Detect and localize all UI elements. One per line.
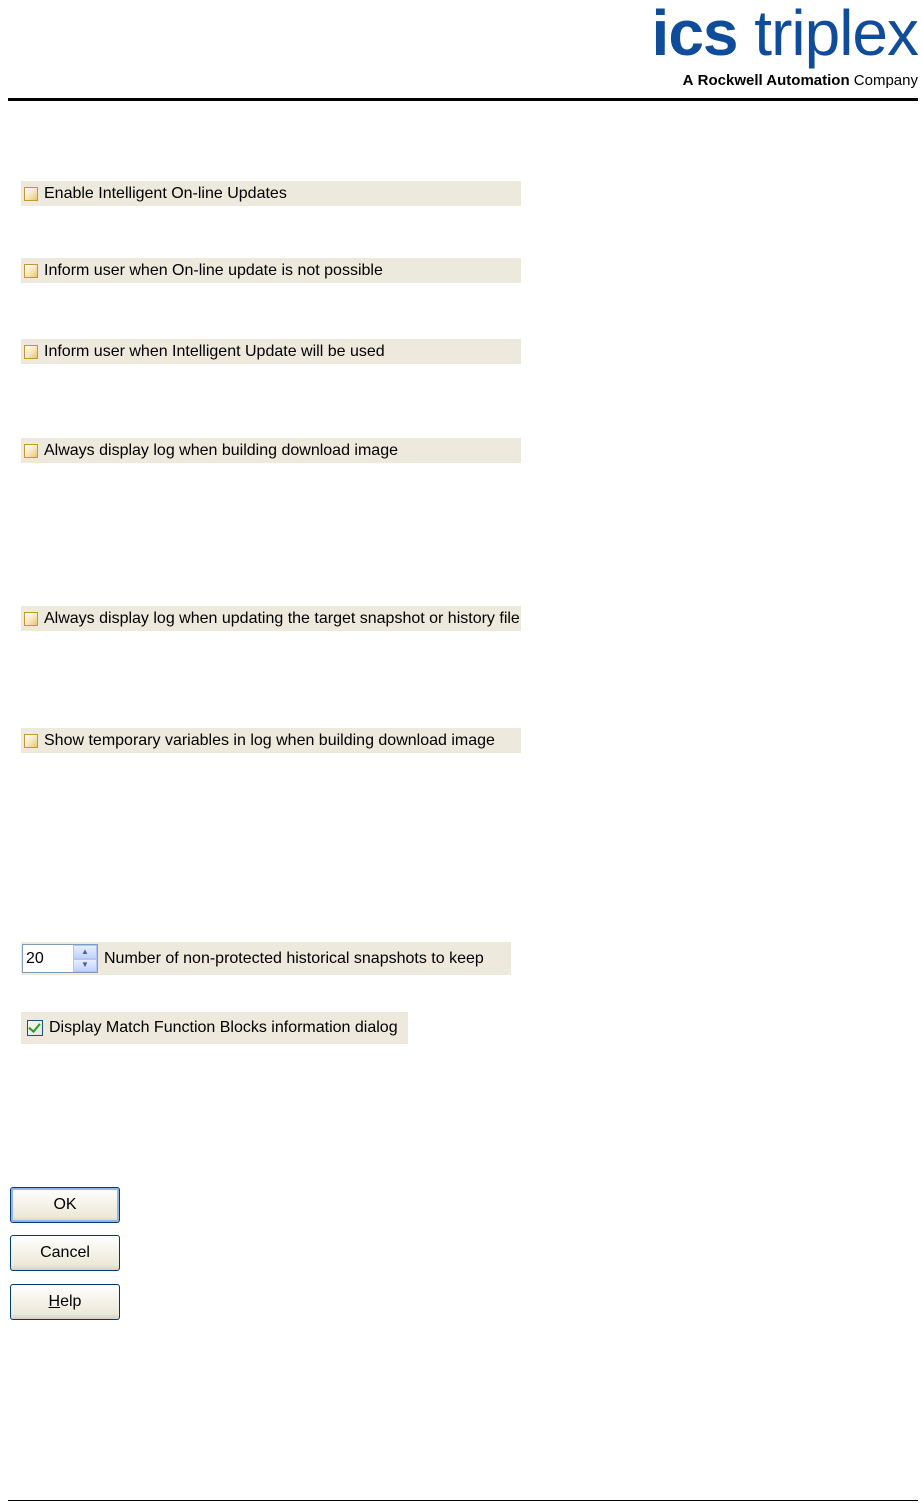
- checkbox-icon[interactable]: [24, 734, 38, 748]
- checkbox-icon[interactable]: [24, 187, 38, 201]
- checkbox-icon[interactable]: [24, 612, 38, 626]
- header-divider: [8, 98, 918, 101]
- checkbox-icon[interactable]: [24, 345, 38, 359]
- snapshots-setting: [21, 942, 511, 975]
- option-enable-intelligent-updates[interactable]: [21, 181, 521, 206]
- spinner-buttons: [73, 945, 97, 972]
- checkbox-icon[interactable]: [24, 264, 38, 278]
- option-display-match-dialog[interactable]: [21, 1012, 408, 1044]
- ok-button[interactable]: OK: [10, 1187, 120, 1223]
- spin-down-icon[interactable]: ▼: [73, 959, 97, 973]
- spin-up-icon[interactable]: ▲: [73, 945, 97, 959]
- option-label: Show temporary variables in log when building download image: [44, 731, 495, 749]
- logo-secondary-text: triplex: [754, 0, 918, 69]
- tagline-prefix: A: [682, 72, 694, 89]
- option-label: Enable Intelligent On-line Updates: [44, 184, 287, 202]
- footer-divider: [8, 1500, 918, 1501]
- logo-tagline: [683, 72, 918, 90]
- tagline-bold: Rockwell Automation: [697, 72, 850, 89]
- cancel-button[interactable]: Cancel: [10, 1235, 120, 1271]
- help-label-rest: elp: [60, 1293, 82, 1310]
- help-mnemonic: H: [48, 1293, 61, 1310]
- option-label: Always display log when updating the target snapshot or history file: [44, 609, 520, 627]
- option-inform-online-not-possible[interactable]: [21, 258, 521, 283]
- checkbox-checked-icon[interactable]: [27, 1020, 43, 1036]
- option-label: Inform user when Intelligent Update will be used: [44, 342, 385, 360]
- snapshots-value[interactable]: 20: [26, 950, 44, 967]
- option-show-temp-variables[interactable]: [21, 728, 521, 753]
- option-label: Inform user when On-line update is not possible: [44, 261, 383, 279]
- snapshots-label: Number of non-protected historical snapshots to keep: [104, 949, 484, 967]
- option-inform-intelligent-update[interactable]: [21, 339, 521, 364]
- checkbox-icon[interactable]: [24, 444, 38, 458]
- option-label: Always display log when building download image: [44, 441, 398, 459]
- option-label: Display Match Function Blocks information dialog: [49, 1019, 398, 1036]
- company-logo: [618, 0, 918, 95]
- logo-wordmark: [651, 0, 918, 69]
- snapshots-spinner[interactable]: [22, 944, 98, 973]
- logo-primary-text: ics: [651, 0, 738, 69]
- option-display-log-snapshot[interactable]: [21, 606, 521, 631]
- help-button[interactable]: [10, 1284, 120, 1320]
- tagline-suffix: Company: [853, 72, 918, 89]
- option-display-log-download[interactable]: [21, 438, 521, 463]
